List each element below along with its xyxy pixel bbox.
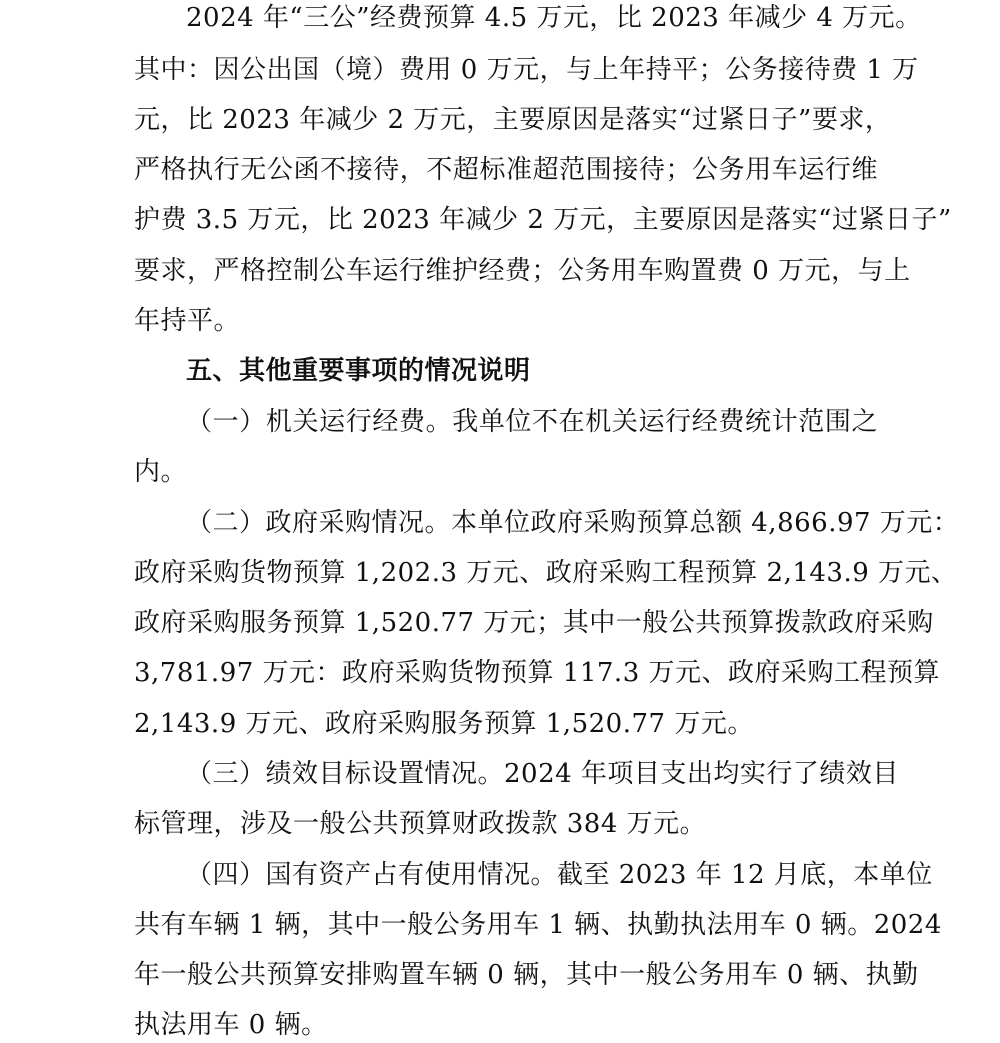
paragraph-line: 元，比 2023 年减少 2 万元，主要原因是落实“过紧日子”要求， [134,105,892,135]
paragraph-line: 2024 年“三公”经费预算 4.5 万元，比 2023 年减少 4 万元。 [186,3,922,33]
paragraph-line: 要求，严格控制公车运行维护经费；公务用车购置费 0 万元，与上 [134,256,911,286]
paragraph-line: 年持平。 [134,306,241,336]
paragraph-line: 标管理，涉及一般公共预算财政拨款 384 万元。 [134,809,707,839]
paragraph-line: 3,781.97 万元：政府采购货物预算 117.3 万元、政府采购工程预算 [134,658,941,688]
paragraph-line: 其中：因公出国（境）费用 0 万元，与上年持平；公务接待费 1 万 [134,55,919,85]
paragraph-line: 政府采购货物预算 1,202.3 万元、政府采购工程预算 2,143.9 万元、 [134,558,958,588]
paragraph-line: （四）国有资产占有使用情况。截至 2023 年 12 月底，本单位 [186,860,933,890]
section-heading: 五、其他重要事项的情况说明 [186,356,531,386]
paragraph-line: （二）政府采购情况。本单位政府采购预算总额 4,866.97 万元： [186,508,960,538]
paragraph-line: 护费 3.5 万元，比 2023 年减少 2 万元，主要原因是落实“过紧日子” [134,205,952,235]
paragraph-line: 2,143.9 万元、政府采购服务预算 1,520.77 万元。 [134,709,754,739]
paragraph-line: 执法用车 0 辆。 [134,1010,328,1040]
paragraph-line: 严格执行无公函不接待，不超标准超范围接待；公务用车运行维 [134,155,878,185]
paragraph-line: 内。 [134,457,188,487]
paragraph-line: 共有车辆 1 辆，其中一般公务用车 1 辆、执勤执法用车 0 辆。2024 [134,910,942,940]
paragraph-line: （一）机关运行经费。我单位不在机关运行经费统计范围之 [186,407,878,437]
paragraph-line: 年一般公共预算安排购置车辆 0 辆，其中一般公务用车 0 辆、执勤 [134,960,919,990]
paragraph-line: （三）绩效目标设置情况。2024 年项目支出均实行了绩效目 [186,759,899,789]
paragraph-line: 政府采购服务预算 1,520.77 万元；其中一般公共预算拨款政府采购 [134,608,934,638]
